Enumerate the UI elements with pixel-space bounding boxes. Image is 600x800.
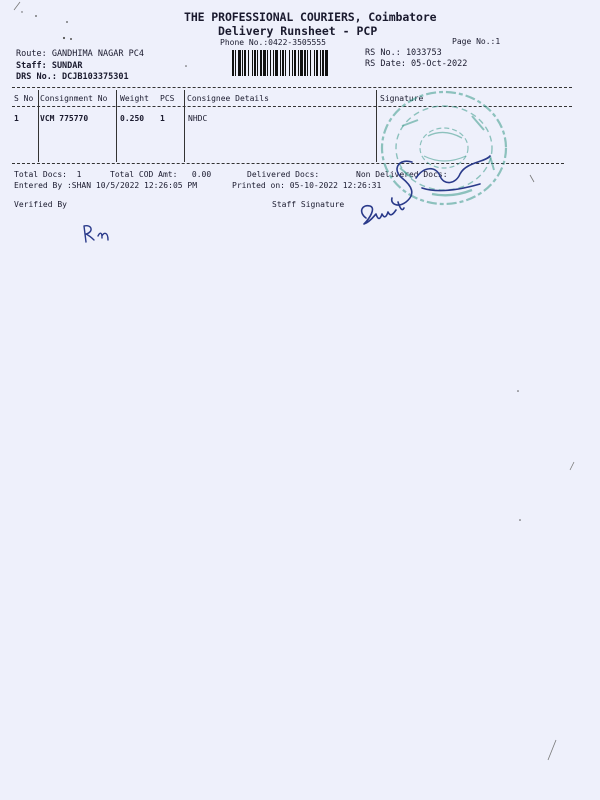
- handwritten-signature: [340, 148, 520, 238]
- document-subtitle: Delivery Runsheet - PCP: [218, 24, 378, 38]
- printed-on: Printed on: 05-10-2022 12:26:31: [232, 181, 382, 190]
- page-number: Page No.:1: [452, 37, 501, 46]
- staff-label: Staff: SUNDAR: [16, 61, 83, 71]
- column-divider: [184, 90, 185, 162]
- header-weight: Weight: [120, 94, 149, 103]
- rs-number: RS No.: 1033753: [365, 48, 442, 58]
- drs-number: DRS No.: DCJB103375301: [16, 72, 129, 82]
- total-cod: Total COD Amt: 0.00: [110, 170, 212, 179]
- header-pcs: PCS: [160, 94, 175, 103]
- barcode-image: [232, 50, 360, 76]
- initials-mark: [78, 222, 118, 246]
- company-title: THE PROFESSIONAL COURIERS, Coimbatore: [184, 10, 437, 24]
- entered-by: Entered By :SHAN 10/5/2022 12:26:05 PM: [14, 181, 198, 190]
- verified-by-label: Verified By: [14, 200, 67, 209]
- rs-date: RS Date: 05-Oct-2022: [365, 59, 468, 69]
- total-docs: Total Docs: 1: [14, 170, 82, 179]
- header-consignment: Consignment No: [40, 94, 108, 103]
- row-consignee: NHDC: [188, 114, 208, 123]
- row-consignment: VCM 775770: [40, 114, 89, 123]
- non-delivered-docs: Non Delivered Docs:: [356, 170, 448, 179]
- row-weight: 0.250: [120, 114, 145, 123]
- header-sno: S No: [14, 94, 34, 103]
- column-divider: [116, 90, 117, 162]
- column-divider: [38, 90, 39, 162]
- header-signature: Signature: [380, 94, 424, 103]
- delivered-docs: Delivered Docs:: [247, 170, 320, 179]
- header-consignee: Consignee Details: [187, 94, 269, 103]
- row-sno: 1: [14, 114, 19, 123]
- staff-signature-label: Staff Signature: [272, 200, 345, 209]
- row-pcs: 1: [160, 114, 165, 123]
- phone-number: Phone No.:0422-3505555: [220, 38, 326, 47]
- route-label: Route: GANDHIMA NAGAR PC4: [16, 49, 144, 59]
